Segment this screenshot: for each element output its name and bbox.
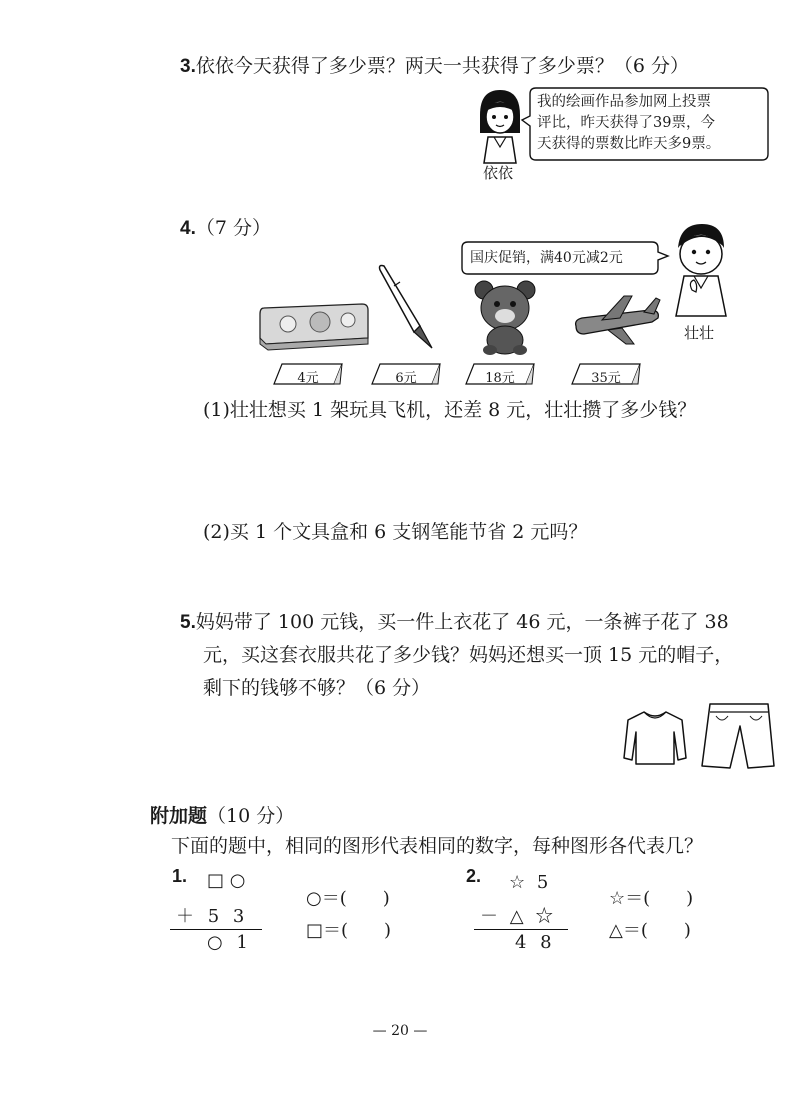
teddy-bear-icon	[470, 278, 540, 356]
p2-answer-star: ☆＝( )	[609, 888, 694, 909]
question-4-sub2: (2)买 1 个文具盒和 6 支钢笔能节省 2 元吗？	[203, 521, 588, 543]
p1-row1: □ ○	[207, 870, 246, 891]
p2-divider	[474, 929, 568, 930]
boy-illustration	[668, 218, 734, 318]
question-line: 元，买这套衣服共花了多少钱？妈妈还想买一顶 15 元的帽子，	[203, 644, 734, 666]
p2-answer-triangle: △＝( )	[609, 920, 691, 941]
extra-question-heading	[150, 800, 294, 833]
question-5	[180, 606, 733, 705]
p1-answer-circle: ○＝( )	[306, 888, 390, 909]
p1-divider	[170, 929, 262, 930]
question-4-sub1: (1)壮壮想买 1 架玩具飞机，还差 8 元，壮壮攒了多少钱？	[203, 399, 697, 421]
price-tag-pencil-box: 4元	[297, 371, 319, 386]
toy-airplane-icon	[572, 292, 662, 348]
character-name-zhuangzhuang: 壮壮	[684, 324, 715, 342]
pencil-box-icon	[258, 298, 370, 352]
page-number: — 20 —	[372, 1023, 428, 1039]
question-line: 妈妈带了 100 元钱，买一件上衣花了 46 元，一条裤子花了 38	[195, 611, 729, 633]
price-tag-airplane: 35元	[591, 371, 621, 386]
extra-score: （10 分）	[207, 805, 295, 827]
p2-row3: 4 8	[515, 932, 552, 953]
question-text: 依依今天获得了多少票？两天一共获得了多少票？（6 分）	[195, 55, 689, 77]
question-score: （7 分）	[195, 217, 271, 239]
extra-intro: 下面的题中，相同的图形代表相同的数字，每种图形各代表几？	[171, 835, 704, 857]
p1-answer-square: □＝( )	[306, 920, 392, 941]
question-number: 5.	[180, 612, 196, 633]
bubble-line: 我的绘画作品参加网上投票	[537, 94, 711, 110]
bubble-line: 天获得的票数比昨天多9票。	[537, 136, 721, 152]
extra-problem-1-number: 1.	[172, 866, 188, 886]
promo-text: 国庆促销，满40元减2元	[470, 250, 623, 266]
price-tag-pen: 6元	[395, 371, 417, 386]
bubble-line: 评比，昨天获得了39票，今	[537, 115, 715, 131]
p2-row1: ☆ 5	[509, 872, 549, 893]
question-number: 3.	[180, 56, 196, 77]
question-number: 4.	[180, 218, 196, 239]
question-4	[180, 212, 271, 245]
extra-problem-2-number: 2.	[466, 866, 482, 886]
character-name-yiyi: 依依	[483, 164, 514, 182]
sweater-icon	[622, 708, 688, 768]
speech-bubble-text	[537, 92, 720, 155]
p1-row2: ＋ 5 3	[176, 906, 245, 927]
extra-title: 附加题	[150, 806, 208, 827]
p2-row2: － △ ☆	[480, 906, 554, 927]
fountain-pen-icon	[374, 262, 436, 352]
trousers-icon	[698, 700, 776, 772]
p1-row3: ○ 1	[207, 932, 248, 953]
question-line: 剩下的钱够不够？（6 分）	[203, 677, 431, 699]
question-3	[180, 50, 689, 83]
price-tag-bear: 18元	[485, 371, 515, 386]
